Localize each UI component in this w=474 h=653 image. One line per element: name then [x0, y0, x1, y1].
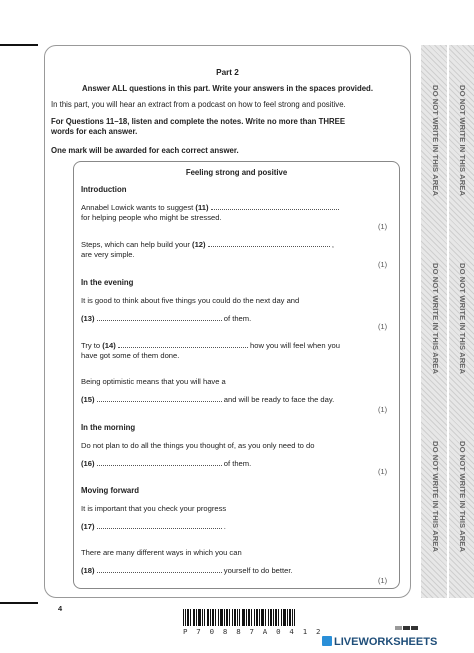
mark-value: (1)	[378, 405, 388, 414]
question-number: (13)	[81, 314, 95, 323]
margin-warning: DO NOT WRITE IN THIS AREA	[458, 85, 467, 197]
registration-marks	[395, 617, 419, 635]
question-number: (14)	[102, 341, 116, 350]
answer-blank-17[interactable]	[97, 522, 222, 529]
answer-blank-14[interactable]	[118, 341, 248, 348]
question-13-lead: It is good to think about five things you could do the next day and	[81, 296, 300, 305]
barcode-digits: P 7 0 8 8 7 A 0 4 1 2	[183, 627, 323, 636]
question-13: (13) of them.	[81, 314, 252, 323]
liveworksheets-icon	[322, 636, 332, 646]
question-number: (17)	[81, 522, 95, 531]
answer-blank-15[interactable]	[97, 395, 222, 402]
question-number: (15)	[81, 395, 95, 404]
answer-blank-13[interactable]	[97, 314, 222, 321]
notes-title: Feeling strong and positive	[185, 168, 288, 177]
question-14: Try to (14) how you will feel when you	[81, 341, 340, 350]
question-11: Annabel Lowick wants to suggest (11)	[81, 203, 339, 213]
question-number: (16)	[81, 459, 95, 468]
answer-blank-18[interactable]	[97, 566, 222, 573]
answer-blank-12[interactable]	[208, 240, 330, 247]
margin-warning: DO NOT WRITE IN THIS AREA	[431, 441, 440, 553]
question-number: (18)	[81, 566, 95, 575]
question-18-lead: There are many different ways in which you can	[81, 548, 242, 557]
questions-instruction-line2: words for each answer.	[51, 127, 138, 136]
margin-warning: DO NOT WRITE IN THIS AREA	[431, 263, 440, 375]
page-number: 4	[58, 604, 63, 613]
question-12-cont: are very simple.	[81, 250, 135, 259]
question-18: (18) yourself to do better.	[81, 566, 293, 575]
marking-note: One mark will be awarded for each correct answer.	[51, 146, 239, 155]
question-17-lead: It is important that you check your progress	[81, 504, 227, 513]
question-12: Steps, which can help build your (12) ,	[81, 240, 334, 249]
mark-value: (1)	[378, 576, 388, 585]
mark-value: (1)	[378, 322, 388, 331]
left-margin-bar	[0, 44, 38, 46]
question-15: (15) and will be ready to face the day.	[81, 395, 335, 404]
intro-text: In this part, you will hear an extract from a podcast on how to feel strong and positive.	[51, 100, 346, 109]
question-16-lead: Do not plan to do all the things you thought of, as you only need to do	[81, 441, 315, 450]
question-17: (17) .	[81, 522, 226, 531]
section-evening: In the evening	[81, 278, 134, 287]
margin-warning: DO NOT WRITE IN THIS AREA	[431, 85, 440, 197]
questions-instruction-line1: For Questions 11–18, listen and complete the notes. Write no more than THREE	[51, 117, 346, 126]
answer-blank-11[interactable]	[211, 203, 339, 210]
question-15-lead: Being optimistic means that you will have a	[81, 377, 226, 386]
mark-value: (1)	[378, 260, 388, 269]
margin-warning: DO NOT WRITE IN THIS AREA	[458, 263, 467, 375]
instruction: Answer ALL questions in this part. Write your answers in the spaces provided.	[81, 84, 373, 93]
part-title: Part 2	[216, 68, 239, 77]
section-forward: Moving forward	[81, 486, 140, 495]
question-11-cont: for helping people who might be stressed.	[81, 213, 222, 222]
margin-warning: DO NOT WRITE IN THIS AREA	[458, 441, 467, 553]
answer-blank-16[interactable]	[97, 459, 222, 466]
barcode	[183, 609, 295, 626]
liveworksheets-logo[interactable]: LIVEWORKSHEETS	[322, 636, 437, 648]
question-number: (12)	[192, 240, 206, 249]
mark-value: (1)	[378, 467, 388, 476]
section-morning: In the morning	[81, 423, 136, 432]
question-number: (11)	[195, 203, 209, 212]
question-16: (16) of them.	[81, 459, 252, 468]
left-margin-bar	[0, 602, 38, 604]
section-introduction: Introduction	[81, 185, 127, 194]
question-14-cont: have got some of them done.	[81, 351, 180, 360]
mark-value: (1)	[378, 222, 388, 231]
